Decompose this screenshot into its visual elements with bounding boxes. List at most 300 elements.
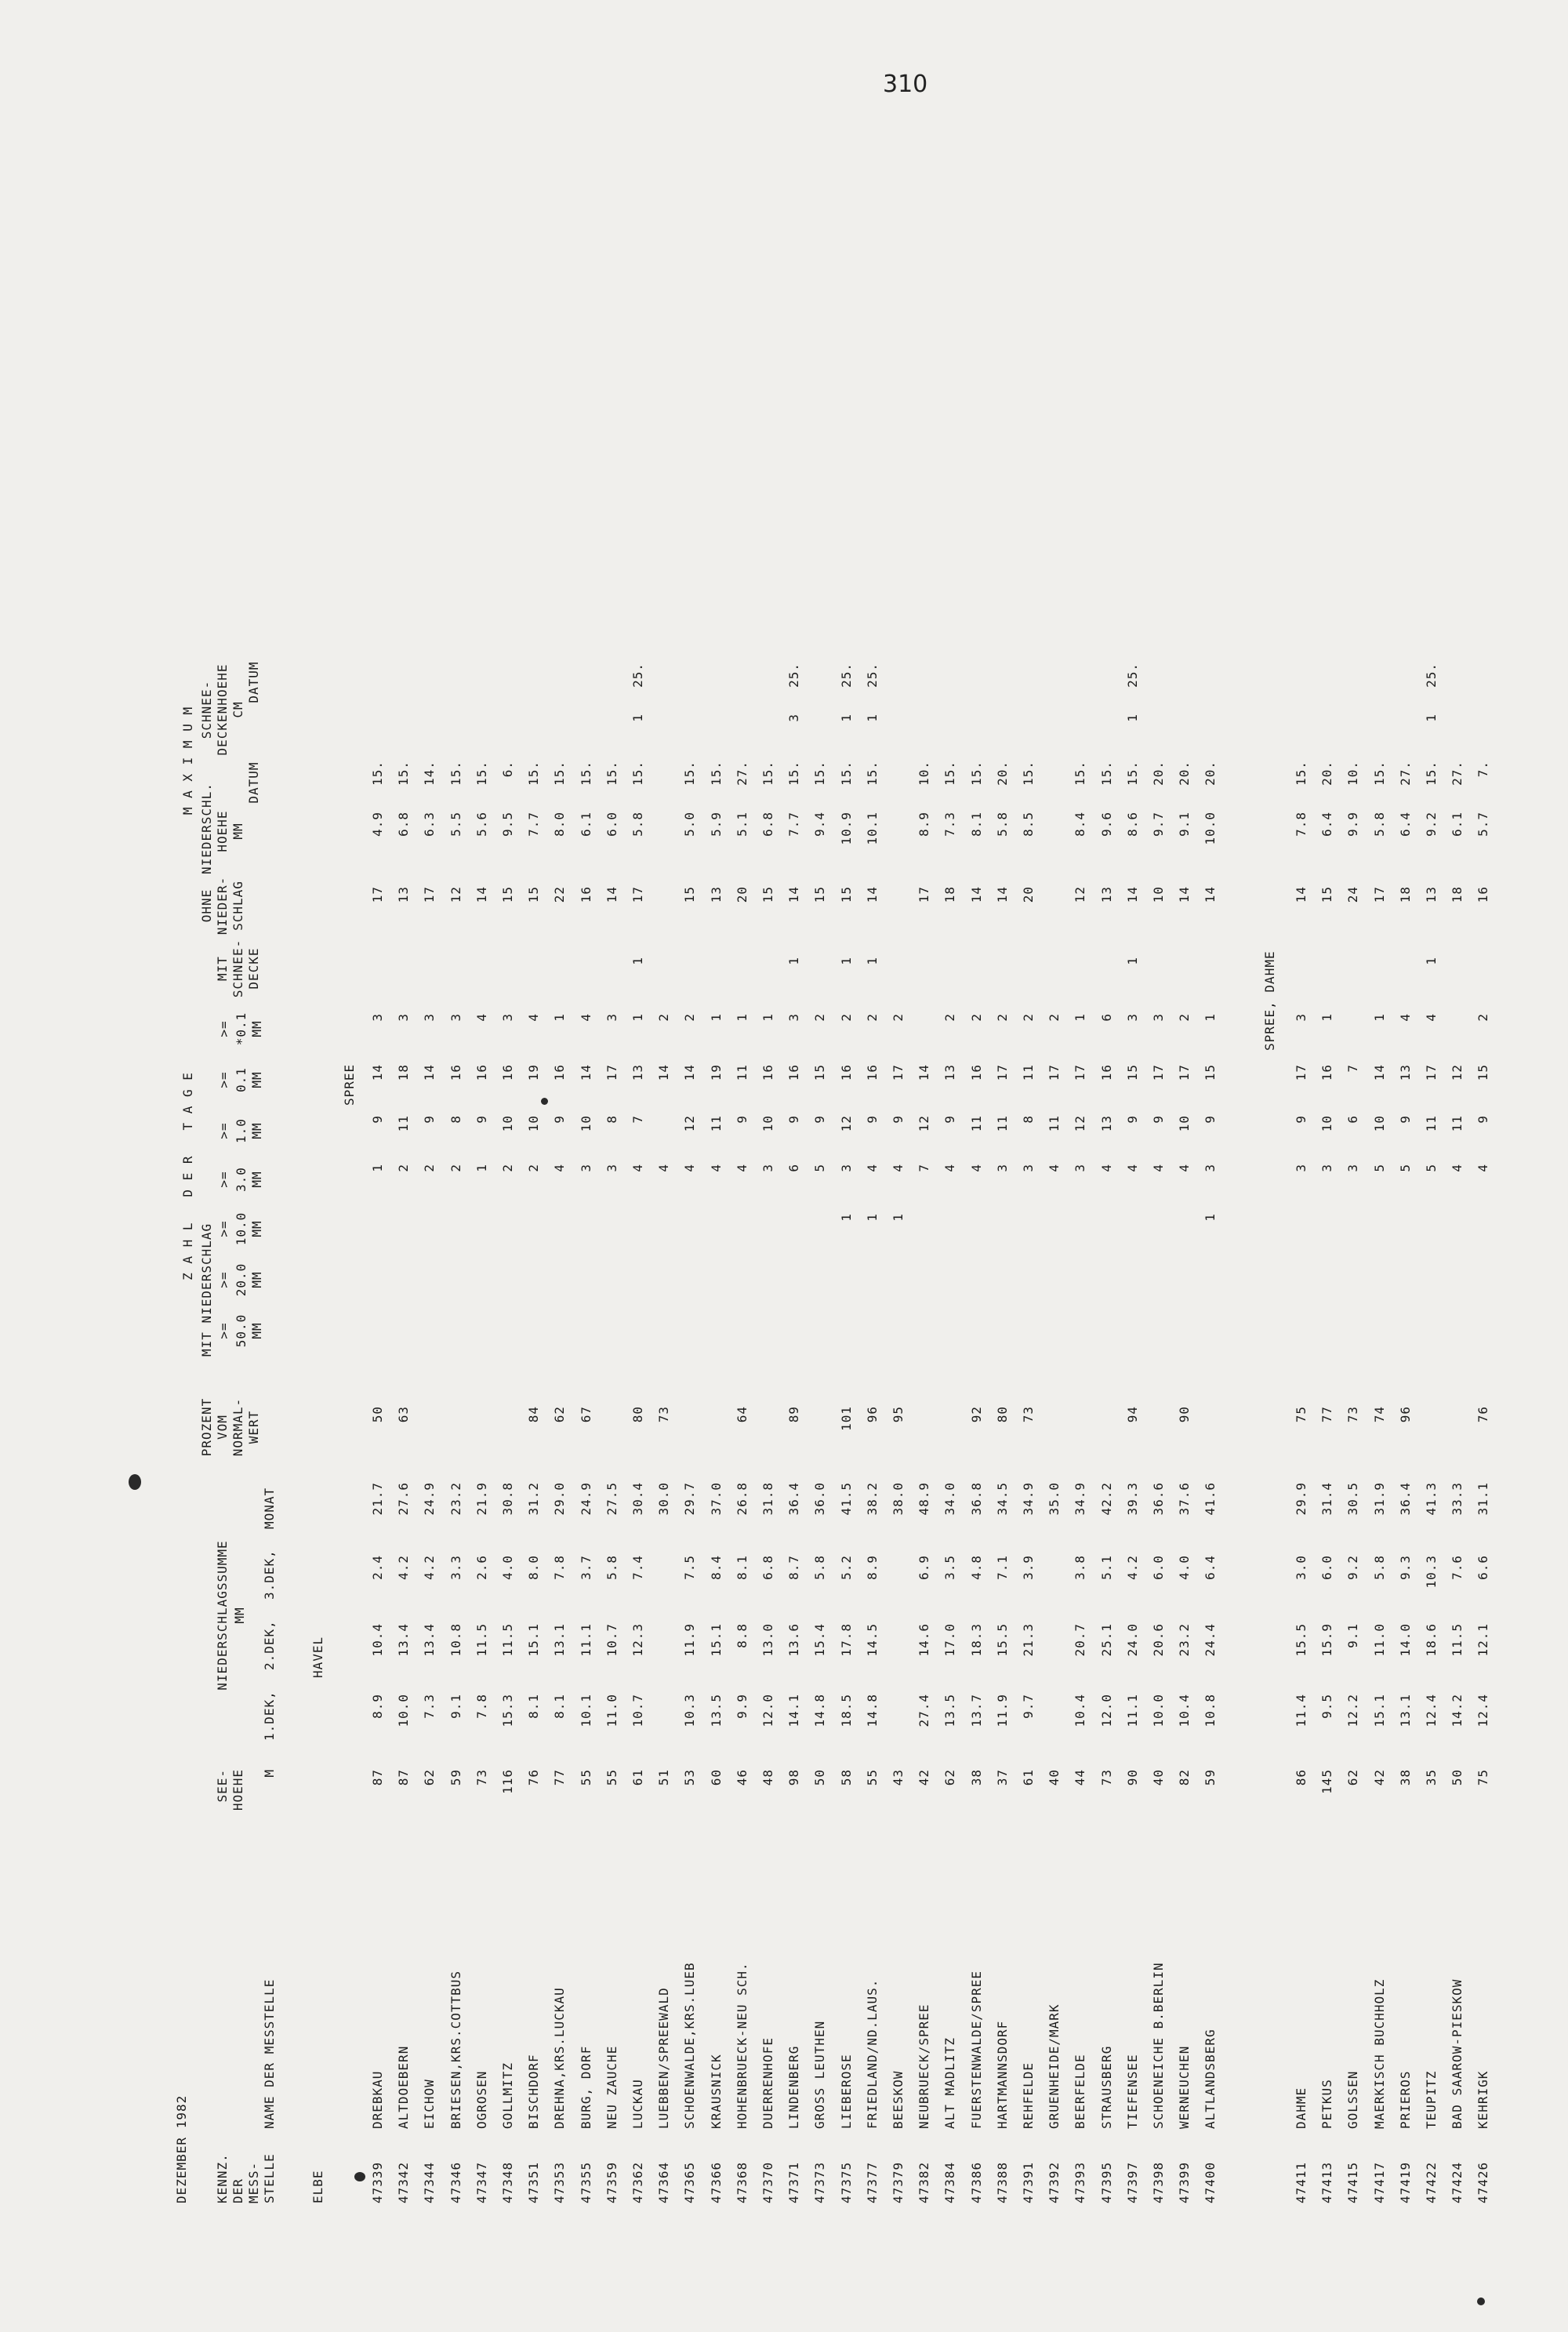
cell-n01: 15 bbox=[812, 1064, 828, 1081]
cell-d2: 24.0 bbox=[1124, 1623, 1140, 1657]
cell-d2: 13.4 bbox=[422, 1623, 437, 1657]
cell-month: 34.0 bbox=[942, 1482, 958, 1516]
cell-id: 47400 bbox=[1203, 2161, 1218, 2203]
cell-month: 30.0 bbox=[656, 1482, 672, 1516]
cell-max-p: 6.1 bbox=[1450, 812, 1465, 837]
cell-max-p: 5.1 bbox=[734, 812, 750, 837]
cell-max-p-date: 10. bbox=[1345, 761, 1361, 786]
cell-month: 33.3 bbox=[1450, 1482, 1465, 1516]
cell-n01: 16 bbox=[838, 1064, 854, 1081]
cell-elev: 87 bbox=[396, 1769, 412, 1786]
cell-d1: 14.8 bbox=[812, 1694, 828, 1727]
cell-n1: 9 bbox=[1151, 1115, 1166, 1124]
cell-id: 47393 bbox=[1073, 2161, 1088, 2203]
cell-pct: 89 bbox=[786, 1406, 802, 1423]
cell-n1: 9 bbox=[552, 1115, 568, 1124]
cell-dry: 15 bbox=[812, 886, 828, 903]
cell-elev: 55 bbox=[864, 1769, 880, 1786]
cell-n1: 6 bbox=[1345, 1115, 1361, 1124]
cell-dry: 13 bbox=[1424, 886, 1439, 903]
cell-nlt: 1 bbox=[760, 1013, 775, 1022]
cell-d1: 9.7 bbox=[1021, 1694, 1036, 1719]
cell-dry: 13 bbox=[708, 886, 724, 903]
header-threshold-unit: MM bbox=[249, 1020, 264, 1037]
cell-dry: 14 bbox=[786, 886, 802, 903]
cell-n3: 5 bbox=[1424, 1164, 1439, 1172]
cell-n3: 3 bbox=[760, 1164, 775, 1172]
cell-max-p: 5.9 bbox=[708, 812, 724, 837]
cell-d1: 8.1 bbox=[526, 1694, 542, 1719]
header-threshold-op: >= bbox=[216, 1071, 231, 1088]
cell-max-p-date: 15. bbox=[604, 761, 619, 786]
cell-month: 39.3 bbox=[1124, 1482, 1140, 1516]
cell-id: 47379 bbox=[891, 2161, 906, 2203]
cell-d2: 25.1 bbox=[1098, 1623, 1114, 1657]
cell-n3: 4 bbox=[942, 1164, 958, 1172]
cell-max-p: 8.0 bbox=[552, 812, 568, 837]
cell-n1: 9 bbox=[1203, 1115, 1218, 1124]
cell-d3: 3.0 bbox=[1294, 1555, 1308, 1580]
header-maximum: M A X I M U M bbox=[180, 706, 195, 815]
cell-d3: 8.7 bbox=[786, 1555, 802, 1580]
cell-n01: 15 bbox=[1203, 1064, 1218, 1081]
cell-max-s-date: 25. bbox=[864, 663, 880, 688]
scan-speck bbox=[129, 1474, 141, 1490]
cell-d2: 10.4 bbox=[370, 1623, 385, 1657]
cell-n1: 12 bbox=[838, 1115, 854, 1132]
cell-n1: 9 bbox=[474, 1115, 489, 1124]
cell-name: GOLLMITZ bbox=[500, 2061, 515, 2129]
cell-n3: 4 bbox=[864, 1164, 880, 1172]
cell-dry: 18 bbox=[1397, 886, 1413, 903]
cell-n3: 3 bbox=[838, 1164, 854, 1172]
cell-max-s-date: 25. bbox=[1424, 663, 1439, 688]
cell-name: BAD SAAROW-PIESKOW bbox=[1450, 1978, 1465, 2129]
cell-pct: 96 bbox=[1397, 1406, 1413, 1423]
cell-n1: 8 bbox=[1021, 1115, 1036, 1124]
cell-elev: 38 bbox=[1397, 1769, 1413, 1786]
cell-d3: 5.8 bbox=[604, 1555, 619, 1580]
cell-n3: 3 bbox=[604, 1164, 619, 1172]
cell-d2: 8.8 bbox=[734, 1623, 750, 1648]
cell-d3: 6.6 bbox=[1475, 1555, 1491, 1580]
cell-month: 30.8 bbox=[500, 1482, 515, 1516]
cell-nlt: 3 bbox=[786, 1013, 802, 1022]
cell-pct: 62 bbox=[552, 1406, 568, 1423]
cell-elev: 60 bbox=[708, 1769, 724, 1786]
cell-max-p-date: 14. bbox=[422, 761, 437, 786]
cell-month: 26.8 bbox=[734, 1482, 750, 1516]
cell-n3: 5 bbox=[1371, 1164, 1387, 1172]
cell-nlt: 1 bbox=[734, 1013, 750, 1022]
cell-n3: 4 bbox=[734, 1164, 750, 1172]
header-decade-1: 1.DEK, bbox=[262, 1691, 277, 1741]
cell-elev: 50 bbox=[1450, 1769, 1465, 1786]
cell-id: 47415 bbox=[1345, 2161, 1361, 2203]
cell-pct: 94 bbox=[1124, 1406, 1140, 1423]
header-max-precip: MM bbox=[230, 823, 245, 840]
cell-name: KEHRIGK bbox=[1475, 2070, 1491, 2129]
cell-nlt: 2 bbox=[1021, 1013, 1036, 1022]
header-threshold-unit: MM bbox=[249, 1071, 264, 1088]
cell-max-p: 9.5 bbox=[500, 812, 515, 837]
cell-month: 21.9 bbox=[474, 1482, 489, 1516]
cell-elev: 53 bbox=[682, 1769, 698, 1786]
cell-month: 41.5 bbox=[838, 1482, 854, 1516]
header-threshold-op: >= bbox=[216, 1171, 231, 1188]
cell-d3: 7.1 bbox=[994, 1555, 1010, 1580]
cell-dry: 14 bbox=[968, 886, 984, 903]
cell-snow: 1 bbox=[1424, 957, 1439, 965]
cell-name: FRIEDLAND/ND.LAUS. bbox=[864, 1978, 880, 2129]
cell-elev: 40 bbox=[1151, 1769, 1166, 1786]
cell-id: 47351 bbox=[526, 2161, 542, 2203]
cell-d2: 18.3 bbox=[968, 1623, 984, 1657]
header-threshold-unit: MM bbox=[249, 1171, 264, 1188]
cell-max-p-date: 15. bbox=[760, 761, 775, 786]
cell-max-p: 5.8 bbox=[994, 812, 1010, 837]
cell-month: 37.0 bbox=[708, 1482, 724, 1516]
cell-n3: 1 bbox=[474, 1164, 489, 1172]
header-max-precip: HOEHE bbox=[215, 810, 230, 852]
cell-d1: 13.7 bbox=[968, 1694, 984, 1727]
cell-dry: 15 bbox=[760, 886, 775, 903]
cell-d1: 10.4 bbox=[1073, 1694, 1088, 1727]
cell-name: GROSS LEUTHEN bbox=[812, 2020, 828, 2129]
cell-n1: 13 bbox=[1098, 1115, 1114, 1132]
cell-max-p: 5.8 bbox=[630, 812, 645, 837]
cell-month: 34.5 bbox=[994, 1482, 1010, 1516]
cell-n3: 4 bbox=[1124, 1164, 1140, 1172]
cell-pct: 63 bbox=[396, 1406, 412, 1423]
header-with-snow-cover: DECKE bbox=[246, 947, 261, 990]
cell-max-p: 5.0 bbox=[682, 812, 698, 837]
cell-max-p-date: 15. bbox=[968, 761, 984, 786]
cell-max-p-date: 27. bbox=[1397, 761, 1413, 786]
cell-dry: 15 bbox=[526, 886, 542, 903]
cell-d2: 11.1 bbox=[578, 1623, 593, 1657]
cell-id: 47397 bbox=[1124, 2161, 1140, 2203]
cell-nlt: 4 bbox=[1424, 1013, 1439, 1022]
cell-d2: 15.9 bbox=[1319, 1623, 1335, 1657]
cell-d3: 9.2 bbox=[1345, 1555, 1361, 1580]
cell-snow: 1 bbox=[1124, 957, 1140, 965]
cell-nlt: 3 bbox=[500, 1013, 515, 1022]
cell-dry: 12 bbox=[448, 886, 463, 903]
cell-d2: 10.8 bbox=[448, 1623, 463, 1657]
cell-elev: 55 bbox=[604, 1769, 619, 1786]
cell-d3: 9.3 bbox=[1397, 1555, 1413, 1580]
cell-d2: 9.1 bbox=[1345, 1623, 1361, 1648]
cell-n1: 10 bbox=[526, 1115, 542, 1132]
cell-elev: 44 bbox=[1073, 1769, 1088, 1786]
cell-n01: 7 bbox=[1345, 1064, 1361, 1073]
cell-n1: 9 bbox=[1294, 1115, 1308, 1124]
header-threshold-op: >= bbox=[216, 1271, 231, 1288]
header-without-precipitation: NIEDER- bbox=[215, 876, 230, 935]
cell-month: 36.0 bbox=[812, 1482, 828, 1516]
cell-d3: 8.4 bbox=[708, 1555, 724, 1580]
header-threshold-unit: MM bbox=[249, 1322, 264, 1339]
cell-n1: 12 bbox=[1073, 1115, 1088, 1132]
cell-d3: 2.6 bbox=[474, 1555, 489, 1580]
cell-n3: 2 bbox=[396, 1164, 412, 1172]
cell-max-p: 9.1 bbox=[1177, 812, 1192, 837]
cell-elev: 43 bbox=[891, 1769, 906, 1786]
cell-id: 47392 bbox=[1047, 2161, 1062, 2203]
cell-n01: 17 bbox=[1177, 1064, 1192, 1081]
cell-max-p: 10.9 bbox=[838, 812, 854, 845]
cell-n3: 5 bbox=[1397, 1164, 1413, 1172]
cell-n1: 11 bbox=[1450, 1115, 1465, 1132]
cell-name: PETKUS bbox=[1319, 2079, 1335, 2129]
cell-id: 47364 bbox=[656, 2161, 672, 2203]
cell-n3: 2 bbox=[422, 1164, 437, 1172]
cell-nlt: 1 bbox=[1203, 1013, 1218, 1022]
cell-d1: 10.0 bbox=[1151, 1694, 1166, 1727]
cell-elev: 58 bbox=[838, 1769, 854, 1786]
cell-month: 31.9 bbox=[1371, 1482, 1387, 1516]
cell-id: 47339 bbox=[370, 2161, 385, 2203]
cell-n01: 17 bbox=[604, 1064, 619, 1081]
cell-d3: 7.8 bbox=[552, 1555, 568, 1580]
cell-d3: 3.7 bbox=[578, 1555, 593, 1580]
header-percent-of-normal: WERT bbox=[246, 1410, 261, 1444]
cell-nlt: 2 bbox=[1475, 1013, 1491, 1022]
scan-speck bbox=[1477, 2297, 1485, 2305]
cell-n3: 4 bbox=[891, 1164, 906, 1172]
cell-month: 41.3 bbox=[1424, 1482, 1439, 1516]
cell-elev: 73 bbox=[1098, 1769, 1114, 1786]
cell-n3: 3 bbox=[578, 1164, 593, 1172]
cell-max-p: 5.8 bbox=[1371, 812, 1387, 837]
cell-pct: 101 bbox=[838, 1406, 854, 1431]
cell-max-p-date: 6. bbox=[500, 761, 515, 778]
cell-d2: 13.6 bbox=[786, 1623, 802, 1657]
cell-id: 47366 bbox=[708, 2161, 724, 2203]
cell-d2: 15.1 bbox=[526, 1623, 542, 1657]
cell-pct: 90 bbox=[1177, 1406, 1192, 1423]
cell-max-p: 8.6 bbox=[1124, 812, 1140, 837]
cell-month: 42.2 bbox=[1098, 1482, 1114, 1516]
cell-d1: 9.1 bbox=[448, 1694, 463, 1719]
cell-n3: 3 bbox=[994, 1164, 1010, 1172]
cell-pct: 95 bbox=[891, 1406, 906, 1423]
cell-d1: 14.2 bbox=[1450, 1694, 1465, 1727]
cell-n3: 4 bbox=[1475, 1164, 1491, 1172]
header-number-of-days: Z A H L D E R T A G E bbox=[180, 1072, 195, 1280]
cell-id: 47365 bbox=[682, 2161, 698, 2203]
cell-nlt: 1 bbox=[1371, 1013, 1387, 1022]
cell-nlt: 3 bbox=[604, 1013, 619, 1022]
cell-n1: 11 bbox=[994, 1115, 1010, 1132]
cell-elev: 82 bbox=[1177, 1769, 1192, 1786]
cell-d1: 8.9 bbox=[370, 1694, 385, 1719]
cell-d1: 8.1 bbox=[552, 1694, 568, 1719]
cell-max-p-date: 15. bbox=[1294, 761, 1308, 786]
header-decade-3: 3.DEK, bbox=[262, 1549, 277, 1600]
cell-id: 47398 bbox=[1151, 2161, 1166, 2203]
cell-n01: 16 bbox=[474, 1064, 489, 1081]
header-threshold-op: >= bbox=[216, 1122, 231, 1139]
cell-n01: 14 bbox=[656, 1064, 672, 1081]
cell-elev: 46 bbox=[734, 1769, 750, 1786]
cell-d3: 4.2 bbox=[1124, 1555, 1140, 1580]
cell-name: BRIESEN,KRS.COTTBUS bbox=[448, 1970, 463, 2129]
cell-name: GRUENHEIDE/MARK bbox=[1047, 2003, 1062, 2129]
cell-nlt: 2 bbox=[838, 1013, 854, 1022]
cell-d1: 13.5 bbox=[708, 1694, 724, 1727]
cell-name: LUCKAU bbox=[630, 2079, 645, 2129]
cell-n3: 2 bbox=[526, 1164, 542, 1172]
cell-name: DREHNA,KRS.LUCKAU bbox=[552, 1987, 568, 2129]
cell-nlt: 3 bbox=[422, 1013, 437, 1022]
cell-name: NEUBRUECK/SPREE bbox=[916, 2003, 932, 2129]
cell-id: 47391 bbox=[1021, 2161, 1036, 2203]
header-threshold-value: *0.1 bbox=[234, 1012, 249, 1046]
cell-n3: 6 bbox=[786, 1164, 802, 1172]
cell-d3: 4.2 bbox=[396, 1555, 412, 1580]
cell-id: 47362 bbox=[630, 2161, 645, 2203]
cell-n1: 10 bbox=[760, 1115, 775, 1132]
cell-dry: 16 bbox=[578, 886, 593, 903]
cell-n01: 17 bbox=[1047, 1064, 1062, 1081]
cell-name: PRIEROS bbox=[1397, 2070, 1413, 2129]
cell-n01: 13 bbox=[942, 1064, 958, 1081]
cell-n01: 16 bbox=[500, 1064, 515, 1081]
cell-d1: 27.4 bbox=[916, 1694, 932, 1727]
cell-max-p: 10.0 bbox=[1203, 812, 1218, 845]
cell-max-s: 1 bbox=[1124, 714, 1140, 722]
cell-n3: 4 bbox=[708, 1164, 724, 1172]
cell-max-p-date: 27. bbox=[1450, 761, 1465, 786]
cell-id: 47342 bbox=[396, 2161, 412, 2203]
cell-max-p-date: 15. bbox=[526, 761, 542, 786]
cell-n01: 16 bbox=[968, 1064, 984, 1081]
cell-name: DAHME bbox=[1294, 2087, 1308, 2129]
cell-month: 31.1 bbox=[1475, 1482, 1491, 1516]
cell-id: 47399 bbox=[1177, 2161, 1192, 2203]
cell-n01: 18 bbox=[396, 1064, 412, 1081]
cell-n1: 8 bbox=[604, 1115, 619, 1124]
report-title: DEZEMBER 1982 bbox=[174, 2094, 189, 2203]
cell-n10: 1 bbox=[891, 1213, 906, 1222]
cell-nlt: 3 bbox=[1151, 1013, 1166, 1022]
cell-dry: 15 bbox=[1319, 886, 1335, 903]
cell-dry: 17 bbox=[630, 886, 645, 903]
cell-dry: 13 bbox=[1098, 886, 1114, 903]
cell-d3: 8.1 bbox=[734, 1555, 750, 1580]
cell-nlt: 1 bbox=[708, 1013, 724, 1022]
cell-d2: 13.4 bbox=[396, 1623, 412, 1657]
header-max-snow: DECKENHOEHE bbox=[215, 663, 230, 756]
cell-name: SCHOENWALDE,KRS.LUEB bbox=[682, 1962, 698, 2129]
header-elevation: M bbox=[262, 1769, 277, 1778]
cell-elev: 116 bbox=[500, 1769, 515, 1794]
cell-id: 47346 bbox=[448, 2161, 463, 2203]
cell-name: SCHOENEICHE B.BERLIN bbox=[1151, 1962, 1166, 2129]
cell-d1: 9.9 bbox=[734, 1694, 750, 1719]
scan-speck bbox=[354, 2172, 365, 2181]
river-label-havel: HAVEL bbox=[310, 1636, 325, 1678]
cell-nlt: 2 bbox=[864, 1013, 880, 1022]
cell-nlt: 4 bbox=[1397, 1013, 1413, 1022]
cell-d1: 15.3 bbox=[500, 1694, 515, 1727]
header-threshold-value: 0.1 bbox=[234, 1067, 249, 1092]
cell-dry: 24 bbox=[1345, 886, 1361, 903]
cell-month: 36.4 bbox=[786, 1482, 802, 1516]
cell-nlt: 2 bbox=[994, 1013, 1010, 1022]
cell-n3: 4 bbox=[630, 1164, 645, 1172]
cell-max-p: 5.6 bbox=[474, 812, 489, 837]
cell-nlt: 4 bbox=[474, 1013, 489, 1022]
cell-d2: 15.4 bbox=[812, 1623, 828, 1657]
cell-d1: 10.8 bbox=[1203, 1694, 1218, 1727]
cell-max-p-date: 15. bbox=[1021, 761, 1036, 786]
header-elevation: SEE- bbox=[215, 1769, 230, 1803]
cell-n1: 9 bbox=[942, 1115, 958, 1124]
cell-id: 47417 bbox=[1371, 2161, 1387, 2203]
cell-dry: 18 bbox=[1450, 886, 1465, 903]
cell-elev: 62 bbox=[942, 1769, 958, 1786]
cell-month: 37.6 bbox=[1177, 1482, 1192, 1516]
cell-n3: 2 bbox=[448, 1164, 463, 1172]
cell-nlt: 2 bbox=[891, 1013, 906, 1022]
cell-month: 21.7 bbox=[370, 1482, 385, 1516]
cell-n1: 8 bbox=[448, 1115, 463, 1124]
header-max-snow: CM bbox=[230, 701, 245, 718]
cell-dry: 18 bbox=[942, 886, 958, 903]
cell-elev: 73 bbox=[474, 1769, 489, 1786]
cell-max-p: 7.3 bbox=[942, 812, 958, 837]
header-with-precipitation: MIT NIEDERSCHLAG bbox=[199, 1222, 214, 1357]
cell-month: 31.4 bbox=[1319, 1482, 1335, 1516]
cell-d3: 6.0 bbox=[1151, 1555, 1166, 1580]
cell-n01: 17 bbox=[994, 1064, 1010, 1081]
cell-d2: 11.5 bbox=[500, 1623, 515, 1657]
cell-n3: 4 bbox=[1047, 1164, 1062, 1172]
header-max-precip: NIEDERSCHL. bbox=[199, 783, 214, 874]
header-threshold-value: 10.0 bbox=[234, 1211, 249, 1246]
cell-id: 47353 bbox=[552, 2161, 568, 2203]
cell-pct: 50 bbox=[370, 1406, 385, 1423]
cell-dry: 13 bbox=[396, 886, 412, 903]
cell-month: 48.9 bbox=[916, 1482, 932, 1516]
header-precip-sum: NIEDERSCHLAGSSUMME bbox=[215, 1540, 230, 1691]
cell-elev: 59 bbox=[448, 1769, 463, 1786]
cell-id: 47384 bbox=[942, 2161, 958, 2203]
cell-pct: 73 bbox=[656, 1406, 672, 1423]
cell-n1: 9 bbox=[864, 1115, 880, 1124]
cell-max-p-date: 15. bbox=[370, 761, 385, 786]
cell-month: 27.6 bbox=[396, 1482, 412, 1516]
cell-d3: 3.5 bbox=[942, 1555, 958, 1580]
cell-d2: 11.0 bbox=[1371, 1623, 1387, 1657]
cell-n3: 4 bbox=[1151, 1164, 1166, 1172]
cell-elev: 42 bbox=[916, 1769, 932, 1786]
cell-d3: 6.9 bbox=[916, 1555, 932, 1580]
cell-max-p-date: 15. bbox=[396, 761, 412, 786]
cell-d2: 17.0 bbox=[942, 1623, 958, 1657]
cell-max-p: 6.8 bbox=[396, 812, 412, 837]
cell-d3: 4.0 bbox=[500, 1555, 515, 1580]
cell-month: 31.8 bbox=[760, 1482, 775, 1516]
cell-n1: 10 bbox=[1319, 1115, 1335, 1132]
cell-d1: 10.1 bbox=[578, 1694, 593, 1727]
cell-elev: 42 bbox=[1371, 1769, 1387, 1786]
header-with-snow-cover: MIT bbox=[215, 956, 230, 981]
cell-month: 35.0 bbox=[1047, 1482, 1062, 1516]
